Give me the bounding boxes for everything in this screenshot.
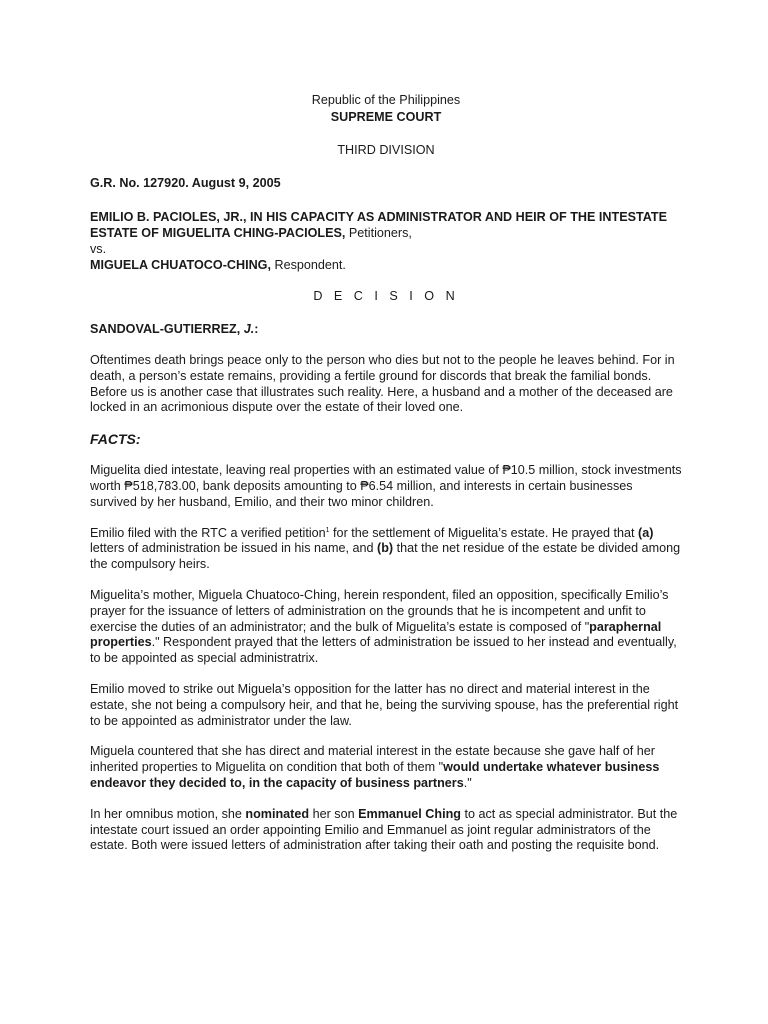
ponente-name: SANDOVAL-GUTIERREZ, [90, 322, 244, 336]
respondent-role: Respondent. [270, 258, 346, 272]
petitioner-name: EMILIO B. PACIOLES, JR., IN HIS CAPACITY AS ADMINISTRATOR AND HEIR OF THE INTESTATE ESTATE OF MIGUELITA CHING-PACIOLES, [90, 210, 668, 240]
document-page [90, 92, 682, 854]
paragraph-petition [90, 526, 682, 573]
footnote-ref[interactable]: 1 [325, 526, 330, 534]
ponente-colon: : [254, 322, 259, 336]
division-name: THIRD DIVISION [337, 143, 435, 157]
intro-paragraph: Oftentimes death brings peace only to the person who dies but not to the people he leaves behind. For in death, a person’s estate remains, providing a fertile ground for discords that break the familial bonds. Before us is another case that illustrates such reality. Here, a husband and a mother of the deceased are locked in an acrimonious dispute over the estate of their loved one. [90, 353, 675, 415]
p5-text-b: ." [463, 775, 472, 790]
paragraph-counter [90, 744, 682, 791]
paragraph-opposition [90, 588, 682, 667]
label-a: (a) [638, 525, 654, 540]
respondent-name: MIGUELA CHUATOCO-CHING, [90, 258, 271, 272]
p2-text-d: that the net residue of the estate be divided among the compulsory heirs. [90, 541, 681, 572]
case-parties [90, 209, 682, 273]
paragraph-motion: Emilio moved to strike out Miguela’s opposition for the latter has no direct and material interest in the estate, she not being a compulsory heir, and that he, being the surviving spouse, has the preferential right to be appointed as administrator under the law. [90, 681, 679, 728]
paragraph-omnibus [90, 807, 682, 854]
p6-text-a: In her omnibus motion, she [90, 806, 246, 821]
court-name: SUPREME COURT [330, 110, 442, 124]
petitioner-role: Petitioners, [345, 226, 412, 240]
p5-text-a: Miguela countered that she has direct and material interest in the estate because she gave half of her inherited properties to Miguelita on condition that both of them " [90, 744, 655, 775]
label-b: (b) [377, 541, 394, 556]
ponente [90, 321, 682, 338]
ponente-suffix: J. [243, 322, 255, 336]
paragraph-estate: Miguelita died intestate, leaving real properties with an estimated value of ₱10.5 million, stock investments worth ₱518,783.00, bank deposits amounting to ₱6.54 million, and interests in certain businesses survived by her husband, Emilio, and their two minor children. [90, 463, 682, 509]
p2-text-b: for the settlement of Miguelita’s estate. He prayed that [329, 525, 639, 540]
p3-text-b: ." Respondent prayed that the letters of administration be issued to her instead and eventually, to be appointed as special administratrix. [90, 635, 677, 666]
versus-label: vs. [90, 242, 107, 256]
p3-text-a: Miguelita’s mother, Miguela Chuatoco-Ching, herein respondent, filed an opposition, specifically Emilio’s prayer for the issuance of letters of administration on the grounds that he is incompetent and unfit to exercise the duties of an administrator; and the bulk of Miguelita’s estate is composed of " [90, 587, 669, 634]
decision-title: D E C I S I O N [313, 289, 459, 303]
p5-bold: would undertake whatever business endeavor they decided to, in the capacity of business partners [90, 760, 660, 790]
case-number: G.R. No. 127920. August 9, 2005 [90, 176, 281, 190]
republic-line: Republic of the Philippines [311, 93, 461, 107]
facts-heading: FACTS: [90, 431, 141, 448]
p6-text-b: her son [309, 806, 359, 821]
p6-text-c: to act as special administrator. But the intestate court issued an order appointing Emilio and Emmanuel as joint regular administrators of the estate. Both were issued letters of administration after taking their oath and posting the requisite bond. [90, 806, 678, 853]
p6-bold-name: Emmanuel Ching [358, 806, 461, 821]
document-header [90, 92, 682, 159]
p2-text-c: letters of administration be issued in his name, and [90, 541, 378, 556]
p2-text-a: Emilio filed with the RTC a verified petition [90, 525, 326, 540]
p6-bold-nominated: nominated [245, 806, 310, 821]
p3-bold: paraphernal properties [90, 619, 662, 650]
